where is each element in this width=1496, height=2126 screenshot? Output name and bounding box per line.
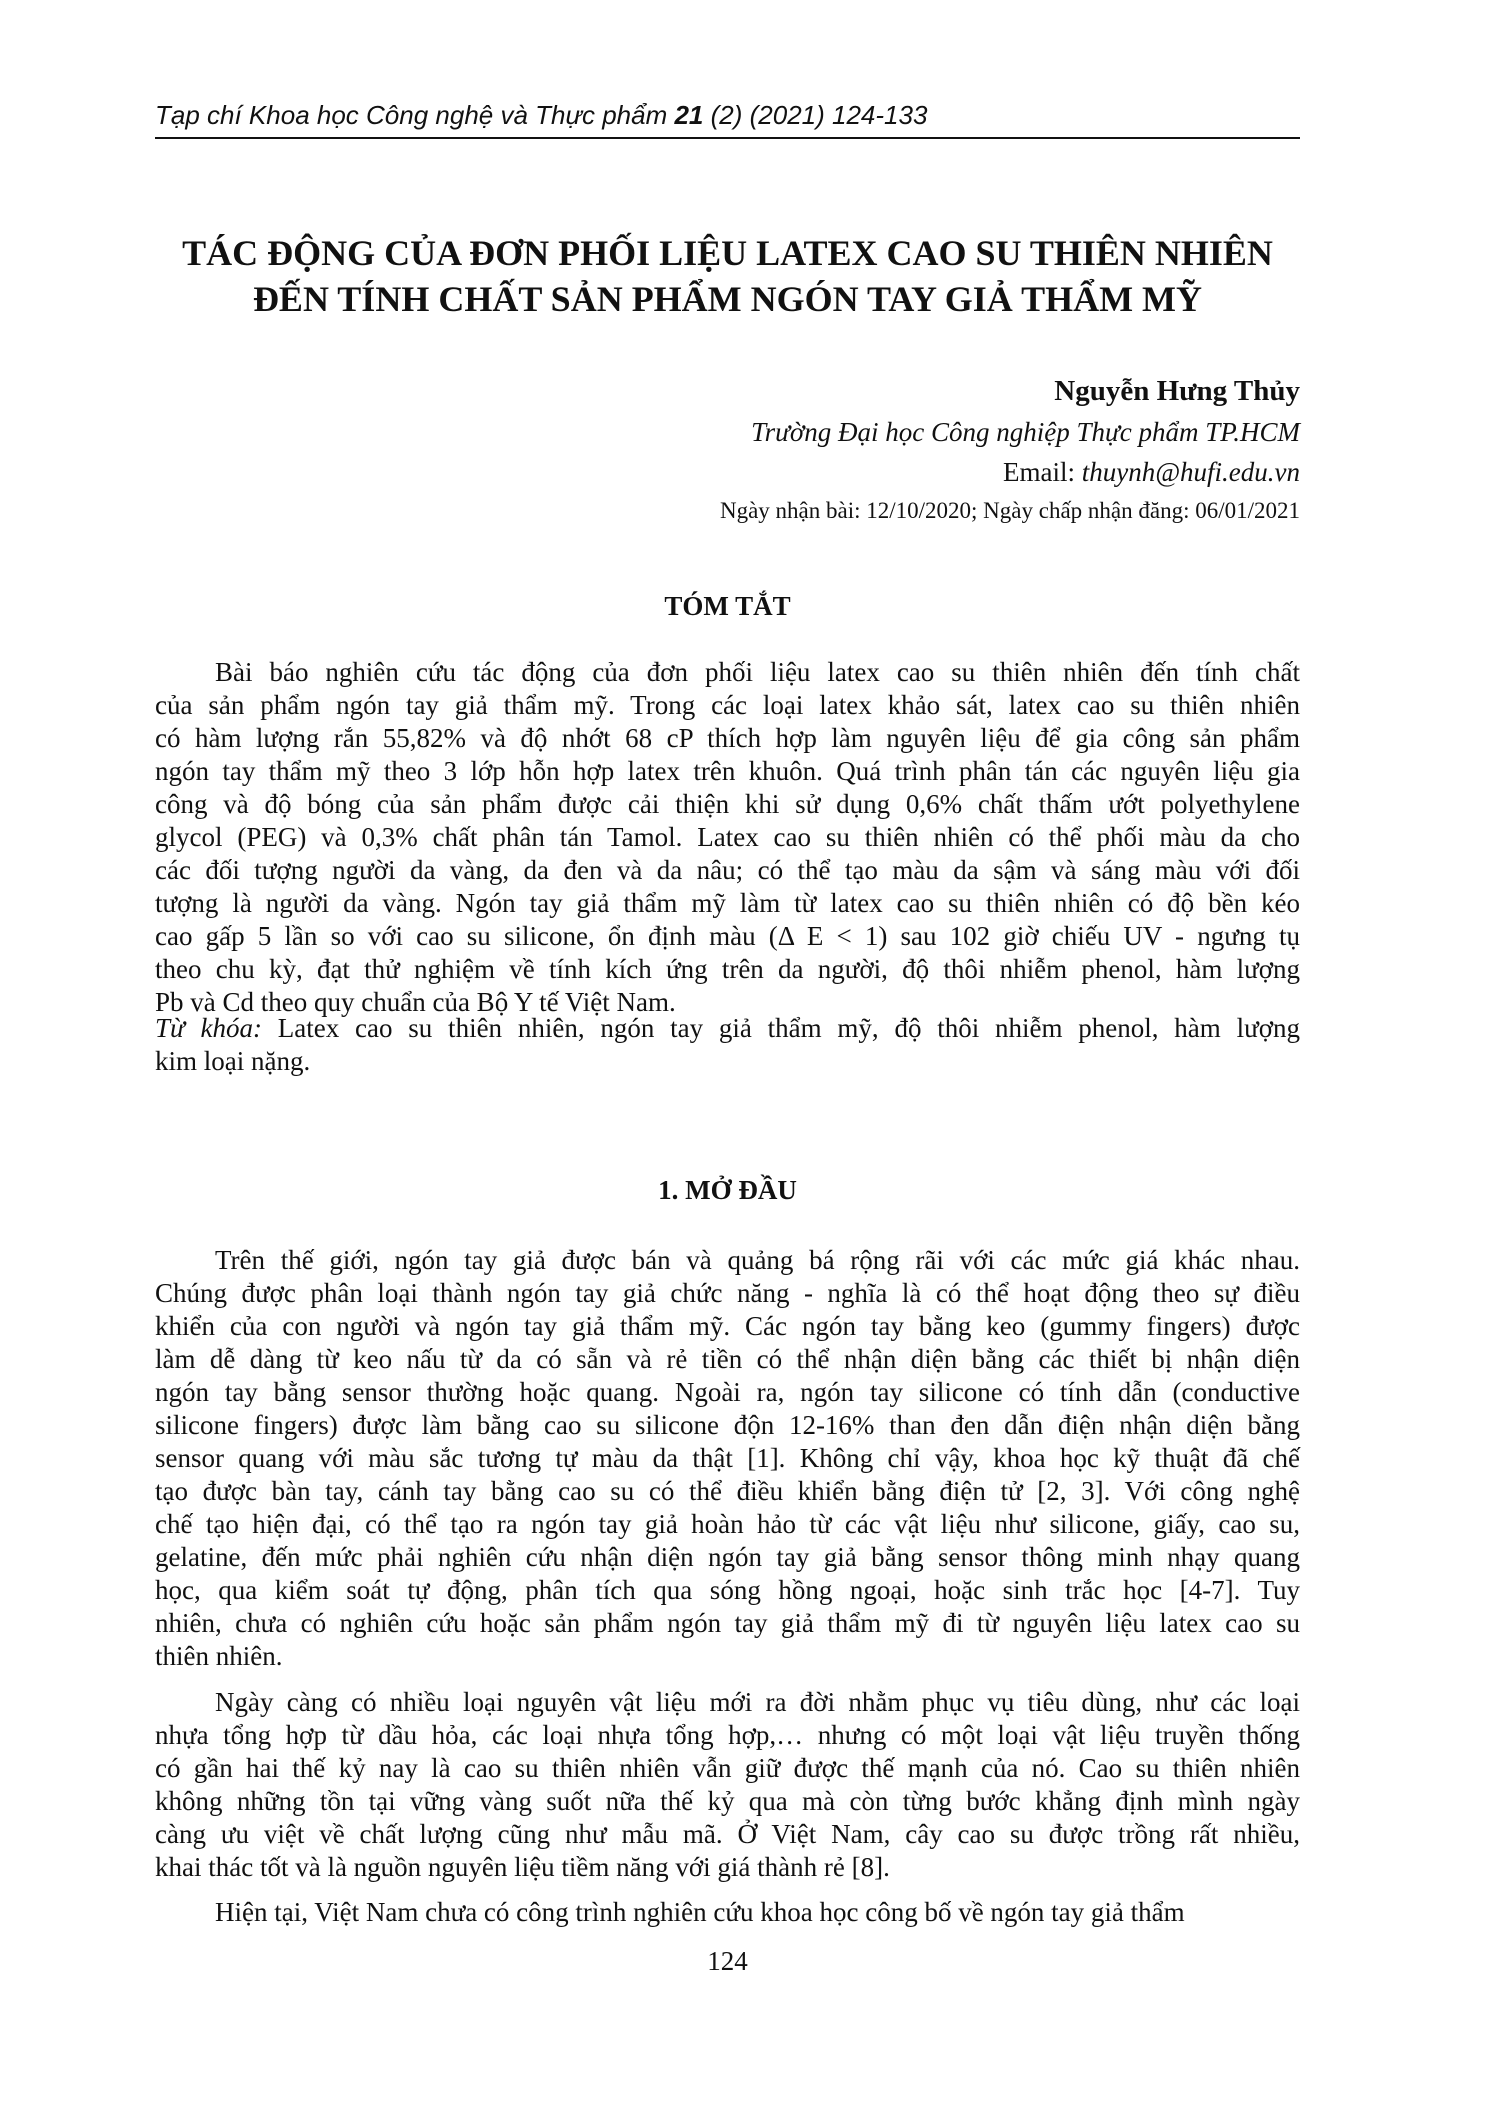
abstract-line: cao gấp 5 lần so với cao su silicone, ổn định màu (Δ E < 1) sau 102 giờ chiếu UV - ngưng tụ	[155, 921, 1300, 951]
intro-line: học, qua kiểm soát tự động, phân tích qua sóng hồng ngoại, hoặc sinh trắc học [4-7]. Tuy	[155, 1575, 1300, 1605]
abstract-line: Bài báo nghiên cứu tác động của đơn phối liệu latex cao su thiên nhiên đến tính chất	[215, 657, 1300, 687]
author-affiliation: Trường Đại học Công nghiệp Thực phẩm TP.HCM	[751, 417, 1300, 447]
intro-line: chế tạo hiện đại, có thể tạo ra ngón tay giả hoàn hảo từ các vật liệu như silicone, giấy, cao su,	[155, 1509, 1300, 1539]
intro-line: Trên thế giới, ngón tay giả được bán và quảng bá rộng rãi với các mức giá khác nhau.	[215, 1245, 1300, 1275]
section-1-heading: 1. MỞ ĐẦU	[658, 1175, 797, 1205]
intro-line: có gần hai thế kỷ nay là cao su thiên nhiên vẫn giữ được thế mạnh của nó. Cao su thiên nhiên	[155, 1753, 1300, 1783]
intro-paragraph-3	[155, 1896, 1300, 1929]
abstract-heading: TÓM TẮT	[664, 591, 791, 621]
keywords-line-1	[155, 1012, 1300, 1045]
intro-line: làm dễ dàng từ keo nấu từ da có sẵn và rẻ tiền có thể nhận diện bằng các thiết bị nhận diện	[155, 1344, 1300, 1374]
intro-line: sensor quang với màu sắc tương tự màu da thật [1]. Không chỉ vậy, khoa học kỹ thuật đã chế	[155, 1443, 1300, 1473]
abstract-paragraph	[155, 656, 1300, 1019]
paper-title	[155, 230, 1300, 322]
intro-paragraph-2	[155, 1686, 1300, 1884]
intro-paragraph-1	[155, 1244, 1300, 1673]
header-rule	[155, 137, 1300, 139]
intro-line: nhựa tổng hợp từ dầu hỏa, các loại nhựa tổng hợp,… nhưng có một loại vật liệu truyền thống	[155, 1720, 1300, 1750]
abstract-line: glycol (PEG) và 0,3% chất phân tán Tamol. Latex cao su thiên nhiên có thể phối màu da cho	[155, 822, 1300, 852]
intro-line: không những tồn tại vững vàng suốt nữa thế kỷ qua mà còn từng bước khẳng định mình ngày	[155, 1786, 1300, 1816]
author-block	[155, 370, 1300, 530]
intro-line: khiển của con người và ngón tay giả thẩm mỹ. Các ngón tay bằng keo (gummy fingers) được	[155, 1311, 1300, 1341]
keywords-label: Từ khóa:	[155, 1013, 262, 1043]
author-email: thuynh@hufi.edu.vn	[1081, 457, 1300, 487]
intro-line: tạo được bàn tay, cánh tay bằng cao su có thể điều khiển bằng điện tử [2, 3]. Với công nghệ	[155, 1476, 1300, 1506]
page-number: 124	[707, 1946, 748, 1976]
abstract-line: theo chu kỳ, đạt thử nghiệm về tính kích ứng trên da người, độ thôi nhiễm phenol, hàm lượng	[155, 954, 1300, 984]
intro-line: thiên nhiên.	[155, 1641, 283, 1671]
email-label: Email:	[1002, 457, 1082, 487]
abstract-line: ngón tay thẩm mỹ theo 3 lớp hỗn hợp latex trên khuôn. Quá trình phân tán các nguyên liệu gia	[155, 756, 1300, 786]
intro-line: Ngày càng có nhiều loại nguyên vật liệu mới ra đời nhằm phục vụ tiêu dùng, như các loại	[215, 1687, 1300, 1717]
abstract-line: có hàm lượng rắn 55,82% và độ nhớt 68 cP thích hợp làm nguyên liệu để gia công sản phẩm	[155, 723, 1300, 753]
intro-line: nhiên, chưa có nghiên cứu hoặc sản phẩm ngón tay giả thẩm mỹ đi từ nguyên liệu latex cao su	[155, 1608, 1300, 1638]
title-line-1: TÁC ĐỘNG CỦA ĐƠN PHỐI LIỆU LATEX CAO SU THIÊN NHIÊN	[182, 233, 1273, 273]
abstract-line: công và độ bóng của sản phẩm được cải thiện khi sử dụng 0,6% chất thấm ướt polyethylene	[155, 789, 1300, 819]
journal-issue-pages: (2) (2021) 124-133	[703, 100, 928, 130]
intro-line: khai thác tốt và là nguồn nguyên liệu tiềm năng với giá thành rẻ [8].	[155, 1852, 890, 1882]
keywords	[155, 1012, 1300, 1078]
journal-name: Tạp chí Khoa học Công nghệ và Thực phẩm	[155, 100, 675, 130]
author-email-line	[155, 452, 1300, 492]
abstract-line: Pb và Cd theo quy chuẩn của Bộ Y tế Việt Nam.	[155, 987, 676, 1017]
submission-dates: Ngày nhận bài: 12/10/2020; Ngày chấp nhận đăng: 06/01/2021	[719, 498, 1300, 523]
intro-line: càng ưu việt về chất lượng cũng như mẫu mã. Ở Việt Nam, cây cao su được trồng rất nhiều,	[155, 1819, 1300, 1849]
keywords-line-2: kim loại nặng.	[155, 1046, 311, 1076]
abstract-line: các đối tượng người da vàng, da đen và da nâu; có thể tạo màu da sậm và sáng màu với đối	[155, 855, 1300, 885]
keywords-text: Latex cao su thiên nhiên, ngón tay giả thẩm mỹ, độ thôi nhiễm phenol, hàm lượng	[262, 1013, 1300, 1043]
author-name: Nguyễn Hưng Thủy	[1054, 375, 1300, 407]
title-line-2: ĐẾN TÍNH CHẤT SẢN PHẨM NGÓN TAY GIẢ THẨM MỸ	[252, 279, 1203, 319]
intro-line: Chúng được phân loại thành ngón tay giả chức năng - nghĩa là có thể hoạt động theo sự điều	[155, 1278, 1300, 1308]
intro-line: ngón tay bằng sensor thường hoặc quang. Ngoài ra, ngón tay silicone có tính dẫn (conductive	[155, 1377, 1300, 1407]
journal-header	[155, 98, 1300, 132]
abstract-line: tượng là người da vàng. Ngón tay giả thẩm mỹ làm từ latex cao su thiên nhiên có độ bền kéo	[155, 888, 1300, 918]
intro-line: Hiện tại, Việt Nam chưa có công trình nghiên cứu khoa học công bố về ngón tay giả thẩm	[215, 1897, 1185, 1927]
abstract-line: của sản phẩm ngón tay giả thẩm mỹ. Trong các loại latex khảo sát, latex cao su thiên nhiên	[155, 690, 1300, 720]
intro-line: gelatine, đến mức phải nghiên cứu nhận diện ngón tay giả bằng sensor thông minh nhạy quang	[155, 1542, 1300, 1572]
intro-line: silicone fingers) được làm bằng cao su silicone độn 12-16% than đen dẫn điện nhận diện bằng	[155, 1410, 1300, 1440]
journal-volume: 21	[674, 100, 704, 130]
